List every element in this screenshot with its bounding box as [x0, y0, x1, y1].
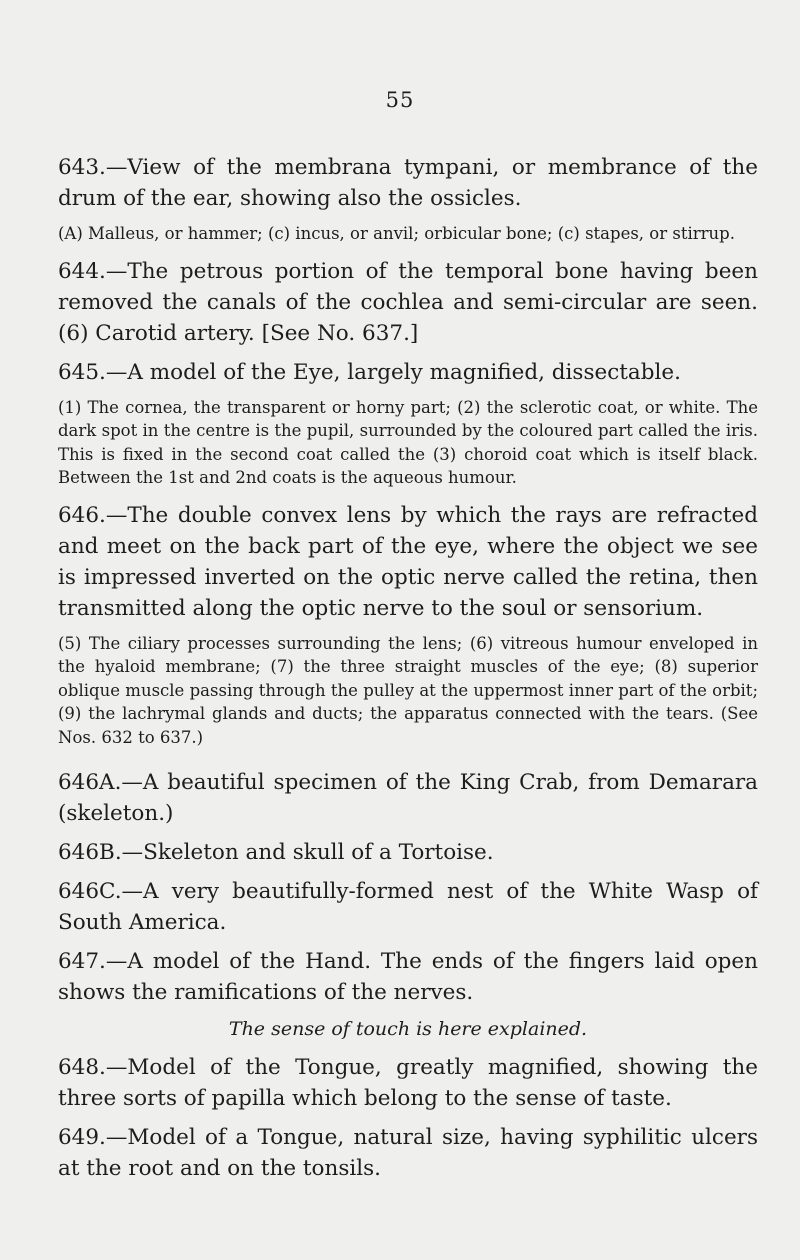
page-number: 55: [385, 88, 415, 112]
note-646: (5) The ciliary processes surrounding the lens; (6) vitreous humour enveloped in the hyaloid membrane; (7) the three straight muscles of the eye; (8) superior oblique muscle passing through the pulley at the uppermost inner part of the orbit; (9) the lachrymal glands and ducts; the apparatus connected with the tears. (See Nos. 632 to 637.): [58, 633, 758, 747]
entry-643: 643.—View of the membrana tympani, or membrance of the drum of the ear, showing also the ossicles.: [58, 155, 758, 211]
note-643: (A) Malleus, or hammer; (c) incus, or anvil; orbicular bone; (c) stapes, or stirrup.: [58, 224, 735, 243]
entry-646: 646.—The double convex lens by which the rays are refracted and meet on the back part of the eye, where the object we see is impressed inverted on the optic nerve called the retina, then transmitted along the optic nerve to the soul or sensorium.: [58, 502, 758, 621]
catalogue-entries: [58, 152, 758, 1192]
entry-645: 645.—A model of the Eye, largely magnified, dissectable.: [58, 359, 681, 385]
entry-644: 644.—The petrous portion of the temporal bone having been removed the canals of the cochlea and semi-circular are seen. (6) Carotid artery. [See No. 637.]: [58, 258, 758, 346]
touch-heading: The sense of touch is here explained.: [228, 1018, 588, 1040]
entry-646a: 646A.—A beautiful specimen of the King Crab, from Demarara (skeleton.): [58, 770, 758, 826]
entry-649: 649.—Model of a Tongue, natural size, having syphilitic ulcers at the root and on the tonsils.: [58, 1125, 758, 1181]
note-645: (1) The cornea, the transparent or horny part; (2) the sclerotic coat, or white. The dark spot in the centre is the pupil, surrounded by the coloured part called the iris. This is fixed in the second coat called the (3) choroid coat which is itself black. Between the 1st and 2nd coats is the aqueous humour.: [58, 397, 758, 487]
entry-646b: 646B.—Skeleton and skull of a Tortoise.: [58, 840, 494, 865]
entry-648: 648.—Model of the Tongue, greatly magnified, showing the three sorts of papilla which belong to the sense of taste.: [58, 1055, 758, 1111]
entry-647: 647.—A model of the Hand. The ends of the fingers laid open shows the ramifications of the nerves.: [58, 949, 758, 1005]
entry-646c: 646C.—A very beautifully-formed nest of the White Wasp of South America.: [58, 879, 758, 935]
